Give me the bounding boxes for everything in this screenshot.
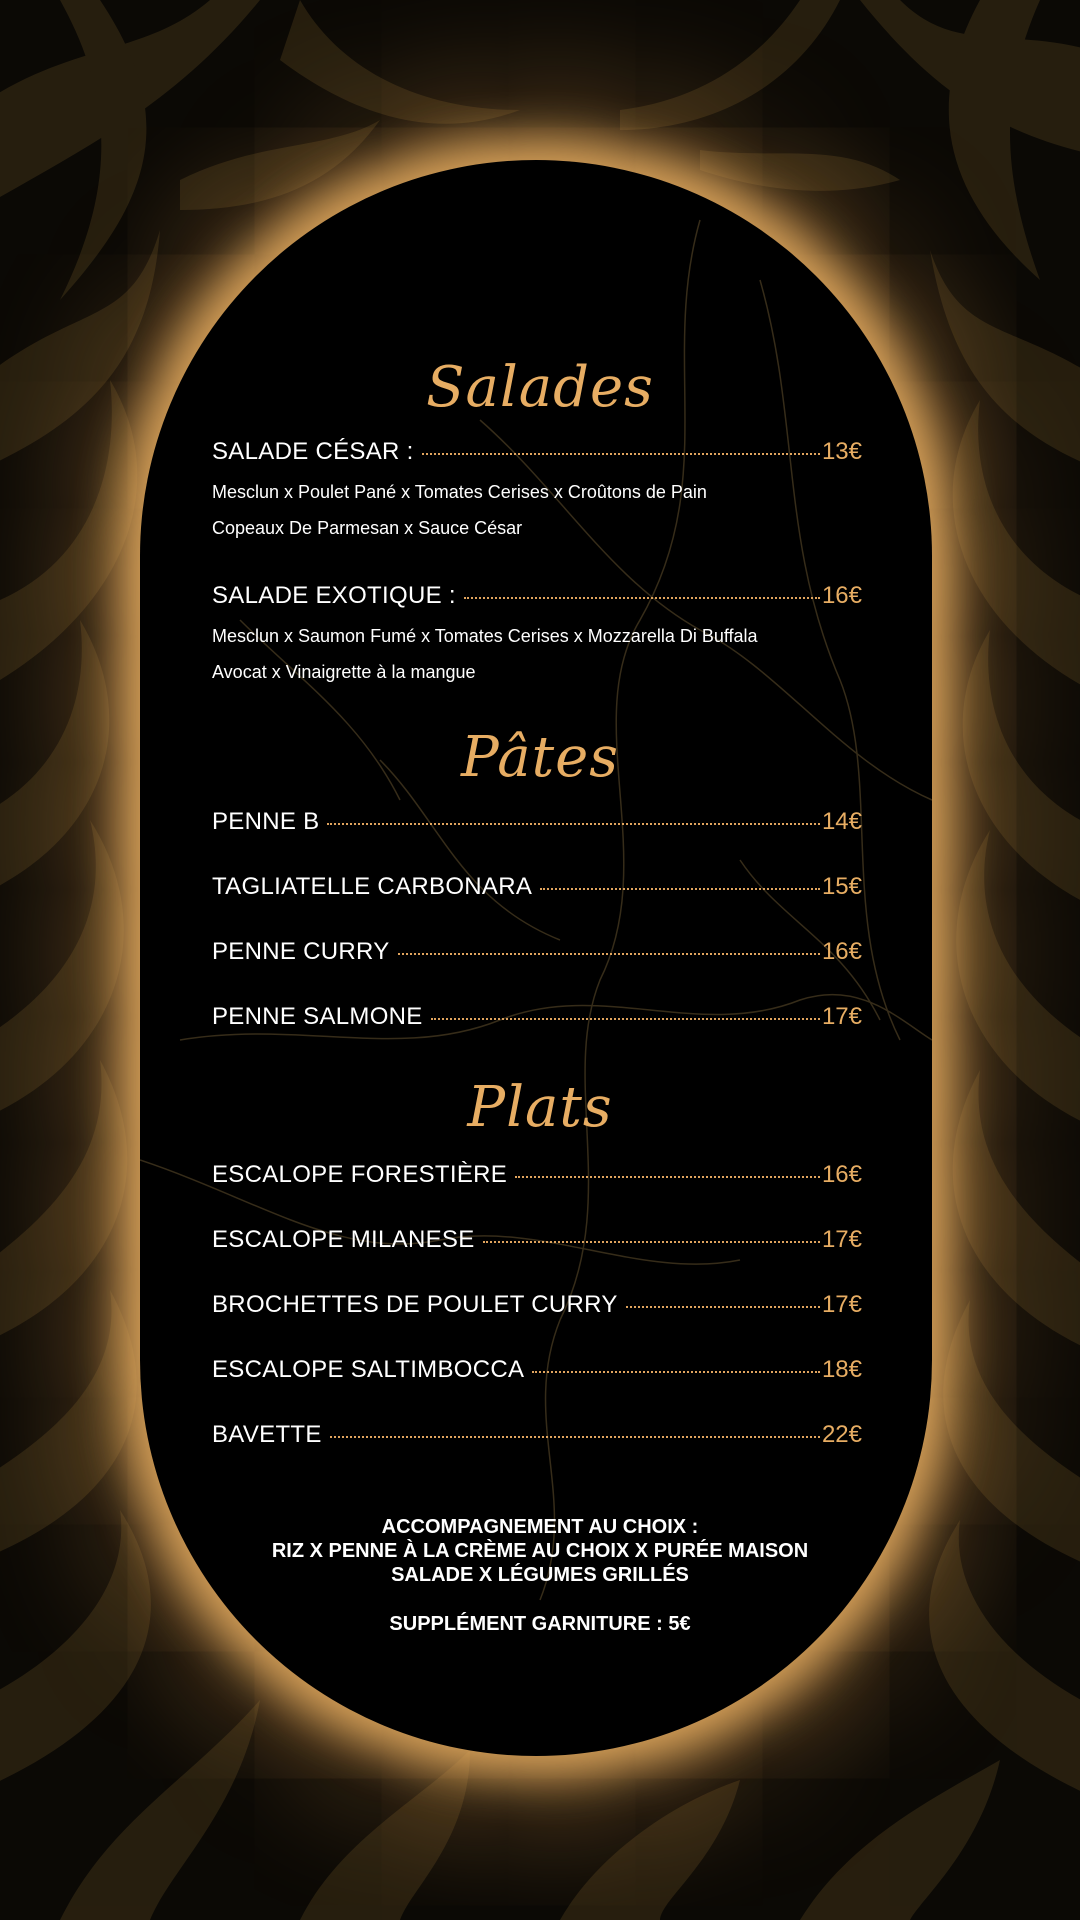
item-price: 22€ <box>821 1421 862 1448</box>
side-dish-options-line1: RIZ X PENNE À LA CRÈME AU CHOIX X PURÉE MAISON <box>271 1540 809 1562</box>
item-name: SALADE EXOTIQUE : <box>212 582 456 609</box>
section-title-pates: Pâtes <box>461 725 619 790</box>
menu-item-brochettes-poulet-curry <box>212 1291 862 1331</box>
item-price: 18€ <box>821 1356 862 1383</box>
item-price: 16€ <box>821 582 862 609</box>
menu-item-tagliatelle-carbonara <box>212 873 862 913</box>
menu-item-penne-salmone <box>212 1003 862 1043</box>
item-name: BROCHETTES DE POULET CURRY <box>212 1291 618 1318</box>
item-description: Copeaux De Parmesan x Sauce César <box>212 518 523 538</box>
item-price: 17€ <box>821 1291 862 1318</box>
item-name: PENNE B <box>212 808 320 835</box>
garnish-supplement: SUPPLÉMENT GARNITURE : 5€ <box>389 1613 691 1635</box>
dotted-leader <box>540 887 820 890</box>
item-name: PENNE CURRY <box>212 938 390 965</box>
menu-item-penne-b <box>212 808 862 848</box>
item-description: Mesclun x Saumon Fumé x Tomates Cerises x Mozzarella Di Buffala <box>212 626 758 646</box>
item-name: ESCALOPE FORESTIÈRE <box>212 1161 508 1188</box>
item-description: Mesclun x Poulet Pané x Tomates Cerises x Croûtons de Pain <box>212 482 707 502</box>
dotted-leader <box>431 1017 820 1020</box>
item-price: 16€ <box>821 938 862 965</box>
dotted-leader <box>422 452 820 455</box>
item-price: 17€ <box>821 1003 862 1030</box>
item-description: Avocat x Vinaigrette à la mangue <box>212 662 476 682</box>
dotted-leader <box>483 1240 820 1243</box>
item-price: 16€ <box>821 1161 862 1188</box>
item-price: 13€ <box>821 438 862 465</box>
menu-item-escalope-saltimbocca <box>212 1356 862 1396</box>
menu-item-penne-curry <box>212 938 862 978</box>
item-price: 14€ <box>821 808 862 835</box>
item-name: TAGLIATELLE CARBONARA <box>212 873 533 900</box>
side-dish-options-line2: SALADE X LÉGUMES GRILLÉS <box>391 1564 689 1586</box>
section-title-plats: Plats <box>467 1075 613 1140</box>
menu-item-bavette <box>212 1421 862 1461</box>
item-name: PENNE SALMONE <box>212 1003 423 1030</box>
item-price: 15€ <box>821 873 862 900</box>
section-title-salades: Salades <box>426 355 654 420</box>
dotted-leader <box>626 1305 820 1308</box>
menu-item-salade-exotique <box>212 582 862 622</box>
side-dish-choice-title: ACCOMPAGNEMENT AU CHOIX : <box>381 1516 699 1538</box>
dotted-leader <box>464 596 820 599</box>
menu-item-escalope-forestiere <box>212 1161 862 1201</box>
menu-item-escalope-milanese <box>212 1226 862 1266</box>
item-name: BAVETTE <box>212 1421 322 1448</box>
dotted-leader <box>532 1370 820 1373</box>
item-price: 17€ <box>821 1226 862 1253</box>
dotted-leader <box>398 952 820 955</box>
item-name: ESCALOPE MILANESE <box>212 1226 475 1253</box>
menu-item-salade-cesar <box>212 438 862 478</box>
item-name: ESCALOPE SALTIMBOCCA <box>212 1356 525 1383</box>
dotted-leader <box>327 822 819 825</box>
item-name: SALADE CÉSAR : <box>212 438 414 465</box>
dotted-leader <box>330 1435 820 1438</box>
dotted-leader <box>515 1175 820 1178</box>
